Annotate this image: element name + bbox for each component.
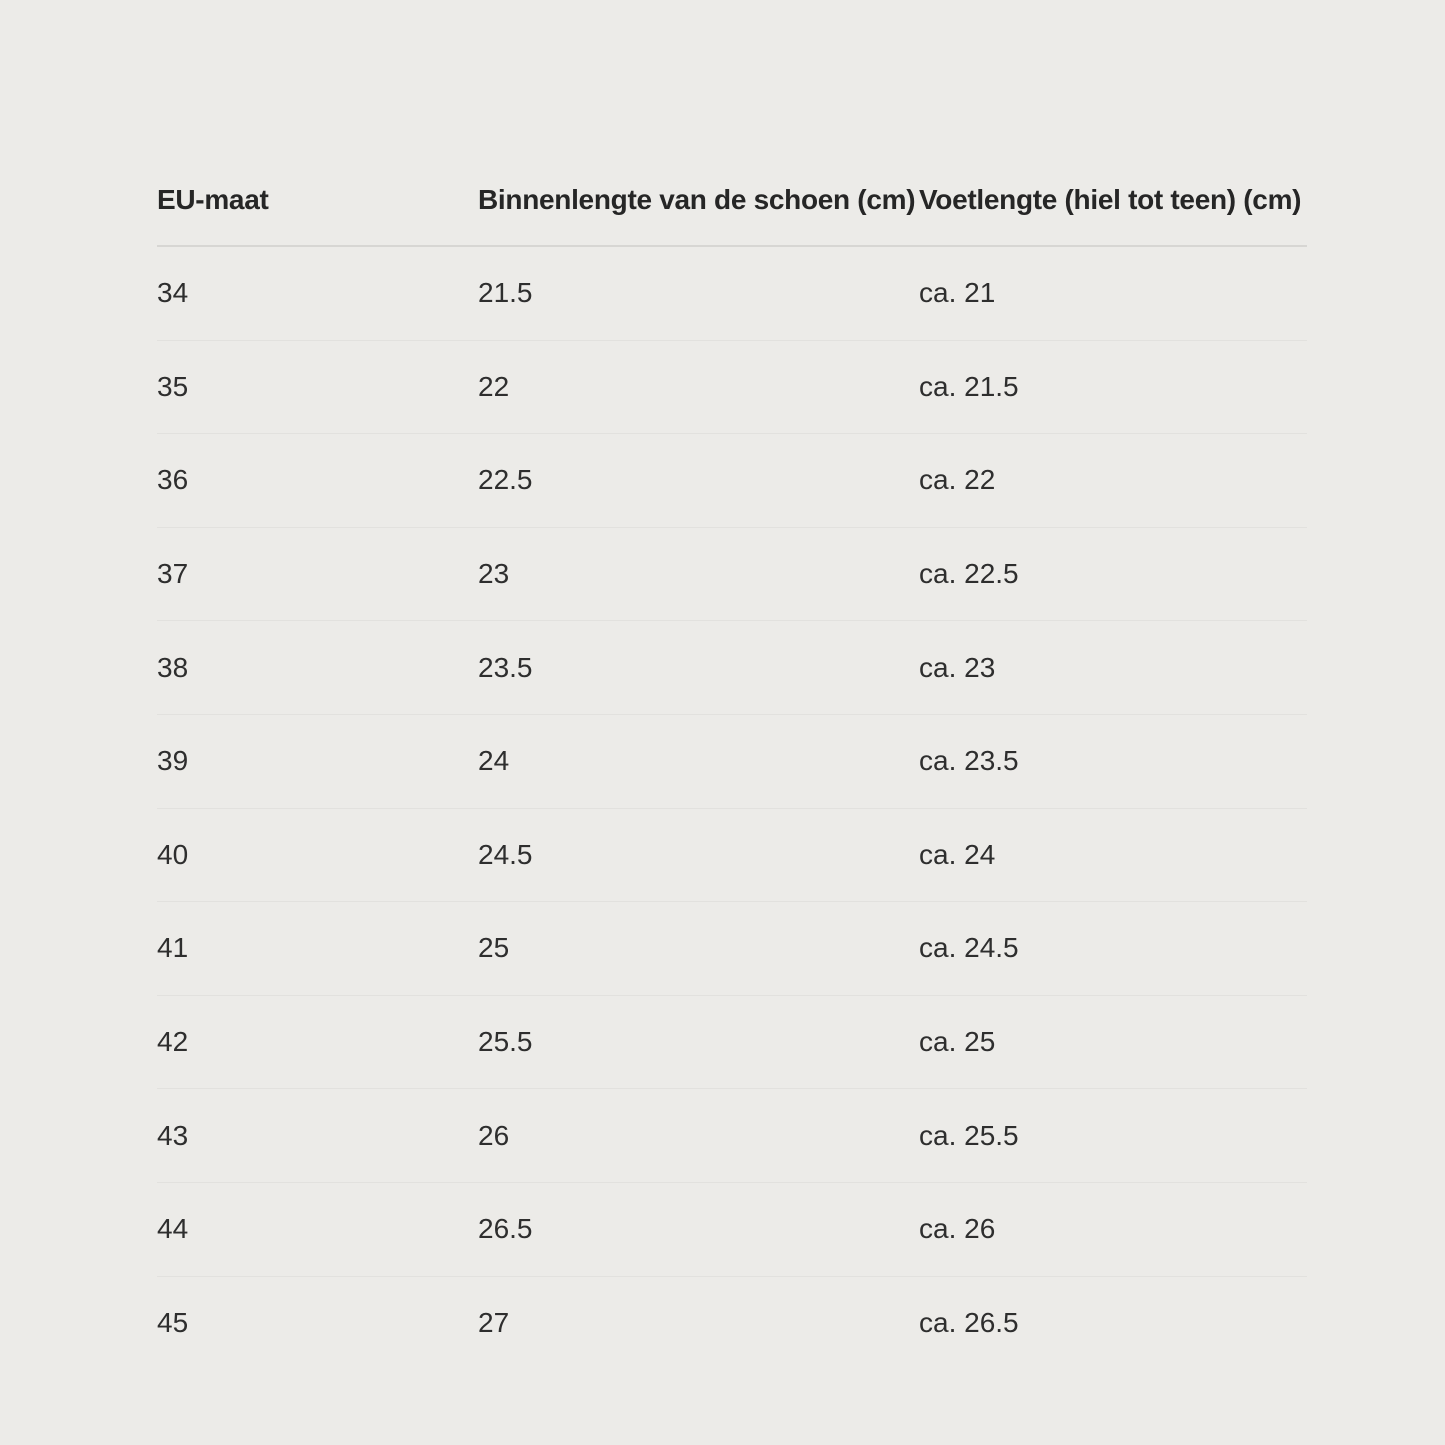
- cell-eu-size: 38: [157, 651, 189, 683]
- table-row: [157, 902, 1307, 996]
- table-row: [157, 528, 1307, 622]
- table-row: [157, 1089, 1307, 1183]
- cell-foot-length: ca. 26.5: [919, 1306, 1019, 1338]
- cell-foot-length: ca. 21.5: [919, 370, 1019, 402]
- cell-inner-length: 26: [478, 1119, 510, 1151]
- cell-foot-length: ca. 23: [919, 651, 996, 683]
- cell-eu-size: 36: [157, 464, 189, 496]
- cell-eu-size: 35: [157, 370, 189, 402]
- table-row: [157, 809, 1307, 903]
- size-table: [157, 155, 1307, 1369]
- cell-foot-length: ca. 24.5: [919, 932, 1019, 964]
- cell-foot-length: ca. 21: [919, 277, 996, 309]
- cell-inner-length: 22: [478, 370, 510, 402]
- cell-foot-length: ca. 22.5: [919, 558, 1019, 590]
- cell-inner-length: 26.5: [478, 1213, 533, 1245]
- cell-foot-length: ca. 25.5: [919, 1119, 1019, 1151]
- cell-eu-size: 41: [157, 932, 189, 964]
- table-row: [157, 341, 1307, 435]
- cell-foot-length: ca. 23.5: [919, 745, 1019, 777]
- table-row: [157, 621, 1307, 715]
- header-eu-size: EU-maat: [157, 184, 269, 215]
- cell-eu-size: 42: [157, 1026, 189, 1058]
- cell-eu-size: 39: [157, 745, 189, 777]
- cell-inner-length: 25.5: [478, 1026, 533, 1058]
- table-row: [157, 434, 1307, 528]
- cell-eu-size: 44: [157, 1213, 189, 1245]
- table-row: [157, 1183, 1307, 1277]
- cell-inner-length: 24.5: [478, 838, 533, 870]
- cell-eu-size: 40: [157, 838, 189, 870]
- cell-inner-length: 27: [478, 1306, 510, 1338]
- table-header: [157, 155, 1307, 247]
- table-row: [157, 1277, 1307, 1370]
- cell-foot-length: ca. 26: [919, 1213, 996, 1245]
- cell-inner-length: 23.5: [478, 651, 533, 683]
- cell-inner-length: 24: [478, 745, 510, 777]
- cell-inner-length: 25: [478, 932, 510, 964]
- table-row: [157, 247, 1307, 341]
- header-foot-length: Voetlengte (hiel tot teen) (cm): [919, 184, 1302, 215]
- cell-inner-length: 21.5: [478, 277, 533, 309]
- header-inner-length: Binnenlengte van de schoen (cm): [478, 184, 916, 215]
- cell-eu-size: 43: [157, 1119, 189, 1151]
- cell-inner-length: 23: [478, 558, 510, 590]
- cell-eu-size: 34: [157, 277, 189, 309]
- cell-eu-size: 37: [157, 558, 189, 590]
- cell-foot-length: ca. 25: [919, 1026, 996, 1058]
- cell-foot-length: ca. 24: [919, 838, 996, 870]
- cell-eu-size: 45: [157, 1306, 189, 1338]
- table-row: [157, 996, 1307, 1090]
- cell-foot-length: ca. 22: [919, 464, 996, 496]
- table-row: [157, 715, 1307, 809]
- cell-inner-length: 22.5: [478, 464, 533, 496]
